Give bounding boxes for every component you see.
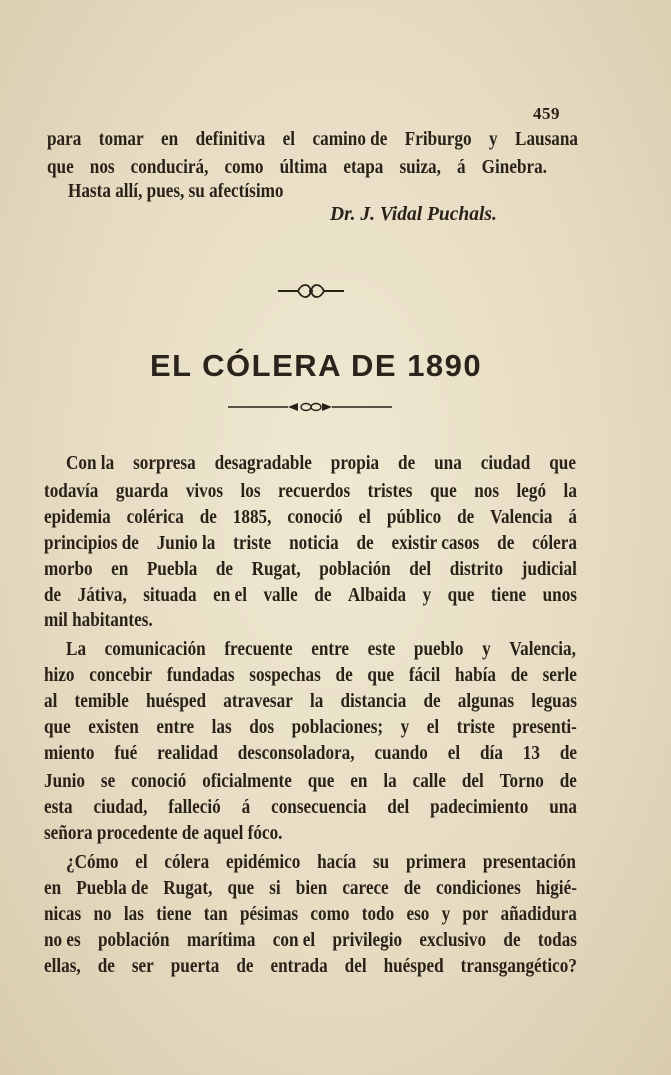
word: de [559, 771, 577, 792]
word: este [367, 639, 396, 660]
word: población [98, 930, 170, 951]
word: señora procedente de aquel fóco. [44, 823, 283, 844]
word: higié- [535, 878, 577, 899]
word: colérica [126, 507, 184, 528]
word: de [199, 507, 217, 528]
word: su [188, 181, 205, 202]
word: La [66, 639, 87, 660]
word: ser [131, 956, 154, 977]
word: última [279, 157, 328, 178]
word: del [344, 956, 367, 977]
word: epidemia [44, 507, 111, 528]
word: del [461, 771, 484, 792]
word: situada [143, 585, 197, 606]
word: había [454, 665, 497, 686]
word: comunicación [104, 639, 206, 660]
body-line [44, 742, 577, 766]
word: valle [263, 585, 298, 606]
word: transgangético? [460, 956, 577, 977]
word: el [426, 717, 440, 738]
word: cólera [532, 533, 577, 554]
word: á [241, 797, 251, 818]
word: la [563, 481, 577, 502]
word: atravesar [223, 691, 293, 712]
word: añadidura [500, 904, 577, 925]
word: no [93, 904, 112, 925]
word: Puebla [146, 559, 198, 580]
word: privilegio [332, 930, 403, 951]
word: suiza, [399, 157, 441, 178]
word: todo [361, 904, 395, 925]
word: conducirá, [130, 157, 209, 178]
word: Rugat, [163, 878, 213, 899]
word: las [123, 904, 144, 925]
word: de [335, 665, 353, 686]
word: y [441, 904, 451, 925]
body-line [44, 770, 577, 794]
word: y [482, 639, 491, 660]
word: padecimiento [430, 797, 529, 818]
word: y [488, 129, 498, 150]
previous-section-line [68, 180, 283, 204]
word: allí, [115, 181, 143, 202]
word: el [135, 852, 148, 873]
word: á [568, 507, 577, 528]
word: Rugat, [251, 559, 301, 580]
word: el [358, 507, 371, 528]
word: conoció [131, 771, 187, 792]
word: algunas [457, 691, 515, 712]
word: con el [272, 930, 316, 951]
word: por [462, 904, 489, 925]
word: que [549, 453, 576, 474]
body-line [66, 638, 576, 662]
word: que [47, 157, 74, 178]
word: eso [406, 904, 430, 925]
word: poblaciones; [291, 717, 384, 738]
word: en [44, 878, 62, 899]
word: cuando [374, 743, 428, 764]
body-line [66, 452, 576, 476]
word: principios de [44, 533, 139, 554]
word: falleció [168, 797, 221, 818]
word: las [211, 717, 232, 738]
word: que [429, 481, 457, 502]
word: que [227, 878, 255, 899]
body-line [44, 690, 577, 714]
word: público [386, 507, 442, 528]
word: legó [516, 481, 547, 502]
word: triste [456, 717, 495, 738]
word: tristes [367, 481, 413, 502]
word: ellas, [44, 956, 81, 977]
word: que [44, 717, 71, 738]
word: de [236, 956, 254, 977]
word: ciudad, [93, 797, 148, 818]
word: primera [405, 852, 467, 873]
word: en [350, 771, 368, 792]
word: Hasta [68, 181, 111, 202]
word: de [44, 585, 62, 606]
word: consecuencia [271, 797, 367, 818]
body-line [44, 929, 577, 953]
signature: Dr. J. Vidal Puchals. [330, 204, 497, 225]
word: bien [295, 878, 328, 899]
word: puerta [170, 956, 220, 977]
word: en [161, 129, 179, 150]
word: en el [213, 585, 247, 606]
word: unos [542, 585, 577, 606]
word: etapa [343, 157, 384, 178]
word: recuerdos [278, 481, 351, 502]
word: del [387, 797, 410, 818]
word: para [47, 129, 82, 150]
word: de [97, 956, 115, 977]
word: morbo [44, 559, 93, 580]
word: fundadas [166, 665, 235, 686]
divider-rule-icon [228, 400, 392, 414]
word: huésped [145, 691, 207, 712]
word: día [480, 743, 503, 764]
word: cólera [164, 852, 210, 873]
word: su [372, 852, 390, 873]
word: de [398, 453, 416, 474]
word: Con la [66, 453, 115, 474]
word: de [510, 665, 528, 686]
body-line [44, 558, 577, 582]
word: afectísimo [209, 181, 284, 202]
word: tan [203, 904, 228, 925]
word: entrada [270, 956, 328, 977]
word: 13 [522, 743, 540, 764]
word: distancia [340, 691, 407, 712]
word: condiciones [435, 878, 521, 899]
word: que [307, 771, 335, 792]
word: ciudad [480, 453, 531, 474]
word: temible [74, 691, 129, 712]
body-line [44, 506, 577, 530]
word: camino de [312, 129, 388, 150]
word: conoció [287, 507, 343, 528]
word: nos [474, 481, 500, 502]
word: Lausana [515, 129, 578, 150]
word: no es [44, 930, 81, 951]
word: Friburgo [404, 129, 472, 150]
word: todavía [44, 481, 99, 502]
word: pueblo [413, 639, 464, 660]
page-number: 459 [533, 104, 560, 123]
word: desconsoladora, [237, 743, 355, 764]
word: serle [542, 665, 577, 686]
word: Játiva, [77, 585, 127, 606]
word: hizo [44, 665, 75, 686]
word: realidad [157, 743, 218, 764]
word: del [409, 559, 432, 580]
body-line [66, 851, 576, 875]
word: Ginebra. [481, 157, 547, 178]
word: definitiva [195, 129, 266, 150]
body-line [44, 480, 577, 504]
word: si [269, 878, 281, 899]
word: una [434, 453, 462, 474]
word: de [503, 930, 521, 951]
word: Valencia, [509, 639, 576, 660]
ornament-icon [276, 280, 346, 302]
body-line [44, 664, 577, 688]
previous-section-line [47, 156, 547, 180]
word: como [224, 157, 264, 178]
word: propia [330, 453, 380, 474]
word: triste [233, 533, 272, 554]
word: el [447, 743, 461, 764]
word: el [282, 129, 296, 150]
word: esta [44, 797, 73, 818]
word: todas [537, 930, 577, 951]
word: de [559, 743, 577, 764]
body-line [44, 584, 577, 608]
word: existen [88, 717, 139, 738]
word: una [549, 797, 577, 818]
body-line [44, 796, 577, 820]
word: guarda [115, 481, 169, 502]
word: huésped [383, 956, 444, 977]
word: de [403, 878, 421, 899]
word: de [457, 507, 475, 528]
word: pésimas [239, 904, 299, 925]
word: en [111, 559, 129, 580]
word: se [100, 771, 116, 792]
word: sorpresa [133, 453, 196, 474]
word: Valencia [490, 507, 553, 528]
word: mil habitantes. [44, 610, 153, 631]
word: tomar [98, 129, 144, 150]
word: exclusivo [419, 930, 487, 951]
word: fácil [408, 665, 441, 686]
word: pues, [146, 181, 185, 202]
word: tiene [490, 585, 527, 606]
word: oficialmente [202, 771, 292, 792]
word: judicial [521, 559, 577, 580]
word: miento [44, 743, 95, 764]
word: Torno [499, 771, 544, 792]
word: de [356, 533, 374, 554]
word: presentación [482, 852, 576, 873]
body-line [44, 822, 282, 846]
word: al [44, 691, 58, 712]
body-line [44, 877, 577, 901]
word: epidémico [225, 852, 301, 873]
word: Puebla de [76, 878, 149, 899]
word: entre [156, 717, 195, 738]
word: á [457, 157, 466, 178]
word: tiene [156, 904, 192, 925]
word: concebir [89, 665, 153, 686]
word: carece [342, 878, 389, 899]
word: Albaida [347, 585, 407, 606]
word: y [422, 585, 432, 606]
chapter-title: EL CÓLERA DE 1890 [150, 348, 483, 383]
word: leguas [531, 691, 577, 712]
word: y [400, 717, 410, 738]
word: que [367, 665, 395, 686]
word: la [309, 691, 324, 712]
word: dos [249, 717, 275, 738]
word: nicas [44, 904, 82, 925]
word: Junio [44, 771, 86, 792]
previous-section-line [47, 128, 578, 152]
body-line [44, 955, 577, 979]
body-line [44, 609, 153, 633]
word: de [423, 691, 441, 712]
word: que [447, 585, 475, 606]
word: hacía [317, 852, 357, 873]
word: distrito [449, 559, 504, 580]
body-line [44, 532, 577, 556]
word: fué [114, 743, 138, 764]
word: vivos [185, 481, 224, 502]
word: nos [89, 157, 115, 178]
word: Junio la [156, 533, 216, 554]
word: entre [311, 639, 350, 660]
word: de [215, 559, 234, 580]
word: marítima [186, 930, 256, 951]
word: frecuente [224, 639, 293, 660]
word: ¿Cómo [66, 852, 119, 873]
word: existir casos [391, 533, 480, 554]
word: calle [412, 771, 446, 792]
word: los [240, 481, 261, 502]
word: 1885, [232, 507, 272, 528]
word: población [319, 559, 391, 580]
body-line [44, 903, 577, 927]
word: la [383, 771, 397, 792]
word: presenti- [512, 717, 577, 738]
word: sospechas [249, 665, 321, 686]
word: noticia [289, 533, 339, 554]
word: de [497, 533, 515, 554]
body-line [44, 716, 577, 740]
word: de [314, 585, 332, 606]
word: como [310, 904, 350, 925]
word: desagradable [214, 453, 312, 474]
